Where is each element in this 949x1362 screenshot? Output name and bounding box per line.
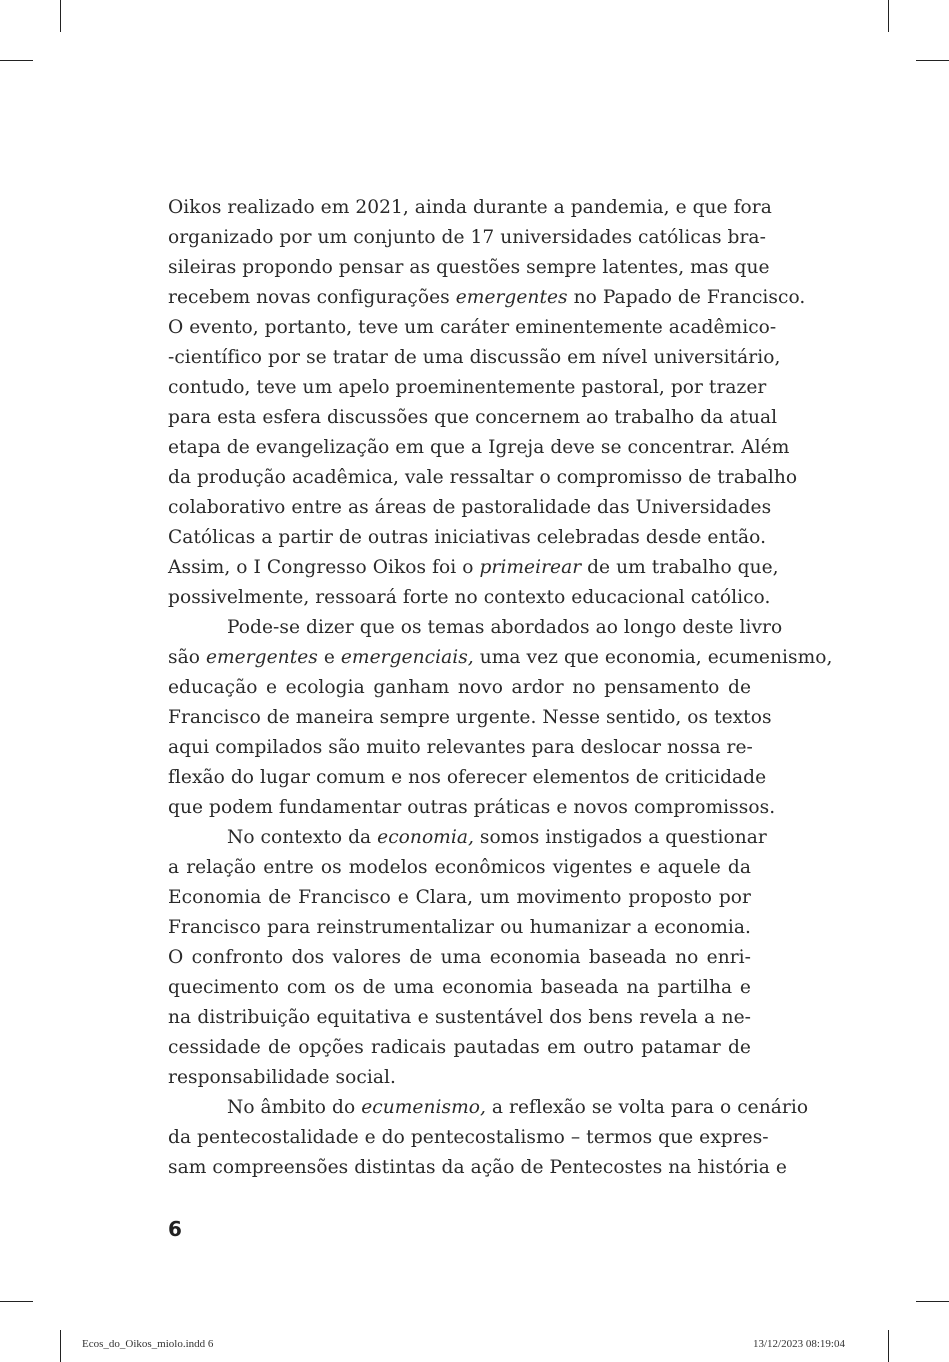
text-span: sileiras propondo pensar as questões sempre latentes, mas que bbox=[168, 257, 770, 278]
text-line bbox=[168, 553, 779, 583]
text-span: que podem fundamentar outras práticas e novos compromissos. bbox=[168, 797, 776, 818]
text-span: a relação entre os modelos econômicos vigentes e aquele da bbox=[168, 857, 751, 878]
text-line bbox=[168, 493, 772, 523]
crop-mark-right-top bbox=[916, 60, 949, 61]
text-line bbox=[168, 1063, 751, 1093]
italic-term: emergenciais, bbox=[340, 647, 474, 668]
text-span: Assim, o I Congresso Oikos foi o bbox=[168, 557, 480, 578]
text-line bbox=[168, 1153, 787, 1183]
text-span: Economia de Francisco e Clara, um movimento proposto por bbox=[168, 887, 751, 908]
text-line bbox=[168, 823, 767, 853]
text-line bbox=[168, 523, 767, 553]
text-line bbox=[168, 1033, 751, 1063]
text-line bbox=[168, 793, 776, 823]
crop-mark-top-right bbox=[888, 0, 889, 32]
text-span: -científico por se tratar de uma discussão em nível universitário, bbox=[168, 347, 781, 368]
text-span: na distribuição equitativa e sustentável dos bens revela a ne- bbox=[168, 1007, 751, 1028]
text-span: recebem novas configurações bbox=[168, 287, 456, 308]
text-line bbox=[168, 193, 772, 223]
text-span: a reflexão se volta para o cenário bbox=[485, 1097, 809, 1118]
text-span: Pode-se dizer que os temas abordados ao longo deste livro bbox=[227, 617, 783, 638]
text-span: possivelmente, ressoará forte no contexto educacional católico. bbox=[168, 587, 771, 608]
text-line bbox=[168, 643, 833, 673]
italic-term: emergentes bbox=[455, 287, 568, 308]
text-line bbox=[168, 223, 766, 253]
text-line bbox=[168, 463, 798, 493]
text-line bbox=[168, 853, 751, 883]
text-span: No contexto da bbox=[227, 827, 378, 848]
text-span: cessidade de opções radicais pautadas em outro patamar de bbox=[168, 1037, 751, 1058]
text-span: organizado por um conjunto de 17 universidades católicas bra- bbox=[168, 227, 766, 248]
text-span: educação e ecologia ganham novo ardor no pensamento de bbox=[168, 677, 751, 698]
text-span: Católicas a partir de outras iniciativas celebradas desde então. bbox=[168, 527, 767, 548]
text-span: flexão do lugar comum e nos oferecer elementos de criticidade bbox=[168, 767, 767, 788]
italic-term: economia, bbox=[377, 827, 474, 848]
page-number: 6 bbox=[168, 1217, 182, 1241]
text-line bbox=[168, 583, 771, 613]
text-span: Francisco de maneira sempre urgente. Nesse sentido, os textos bbox=[168, 707, 772, 728]
text-span: de um trabalho que, bbox=[581, 557, 779, 578]
slug-filename: Ecos_do_Oikos_miolo.indd 6 bbox=[82, 1338, 214, 1350]
crop-mark-top-left bbox=[60, 0, 61, 32]
text-span: O confronto dos valores de uma economia baseada no enri- bbox=[168, 947, 751, 968]
text-span: colaborativo entre as áreas de pastoralidade das Universidades bbox=[168, 497, 772, 518]
crop-mark-right-bottom bbox=[916, 1301, 949, 1302]
text-span: quecimento com os de uma economia baseada na partilha e bbox=[168, 977, 751, 998]
text-line bbox=[168, 733, 751, 763]
text-line bbox=[168, 283, 806, 313]
text-line bbox=[168, 613, 783, 643]
crop-mark-left-bottom bbox=[0, 1301, 33, 1302]
text-line bbox=[168, 1123, 769, 1153]
crop-mark-bottom-right bbox=[888, 1330, 889, 1362]
text-line bbox=[168, 1003, 751, 1033]
text-line bbox=[168, 763, 767, 793]
italic-term: ecumenismo, bbox=[361, 1097, 486, 1118]
italic-term: primeirear bbox=[479, 557, 582, 578]
italic-term: emergentes bbox=[205, 647, 318, 668]
text-span: sam compreensões distintas da ação de Pentecostes na história e bbox=[168, 1157, 787, 1178]
slug-datetime: 13/12/2023 08:19:04 bbox=[753, 1338, 845, 1350]
text-span: no Papado de Francisco. bbox=[567, 287, 806, 308]
text-span: somos instigados a questionar bbox=[473, 827, 767, 848]
text-line bbox=[168, 313, 777, 343]
text-span: responsabilidade social. bbox=[168, 1067, 396, 1088]
text-line bbox=[168, 673, 751, 703]
text-line bbox=[168, 403, 778, 433]
text-span: etapa de evangelização em que a Igreja deve se concentrar. Além bbox=[168, 437, 790, 458]
text-span: contudo, teve um apelo proeminentemente pastoral, por trazer bbox=[168, 377, 767, 398]
crop-mark-bottom-left bbox=[60, 1330, 61, 1362]
body-text bbox=[168, 193, 833, 1183]
text-span: Francisco para reinstrumentalizar ou humanizar a economia. bbox=[168, 917, 751, 938]
text-line bbox=[168, 253, 770, 283]
text-span: No âmbito do bbox=[227, 1097, 362, 1118]
text-line bbox=[168, 943, 751, 973]
text-span: aqui compilados são muito relevantes para deslocar nossa re- bbox=[168, 737, 753, 758]
text-line bbox=[168, 373, 767, 403]
text-span: são bbox=[168, 647, 206, 668]
text-span: uma vez que economia, ecumenismo, bbox=[473, 647, 833, 668]
text-line bbox=[168, 913, 751, 943]
text-span: da pentecostalidade e do pentecostalismo – termos que expres- bbox=[168, 1127, 769, 1148]
text-span: e bbox=[317, 647, 341, 668]
text-line bbox=[168, 1093, 809, 1123]
text-span: Oikos realizado em 2021, ainda durante a pandemia, e que fora bbox=[168, 197, 772, 218]
text-line bbox=[168, 433, 790, 463]
text-line bbox=[168, 703, 772, 733]
text-line bbox=[168, 973, 751, 1003]
text-span: para esta esfera discussões que concernem ao trabalho da atual bbox=[168, 407, 778, 428]
text-span: da produção acadêmica, vale ressaltar o compromisso de trabalho bbox=[168, 467, 798, 488]
crop-mark-left-top bbox=[0, 60, 33, 61]
text-span: O evento, portanto, teve um caráter eminentemente acadêmico- bbox=[168, 317, 777, 338]
text-line bbox=[168, 883, 751, 913]
text-line bbox=[168, 343, 781, 373]
